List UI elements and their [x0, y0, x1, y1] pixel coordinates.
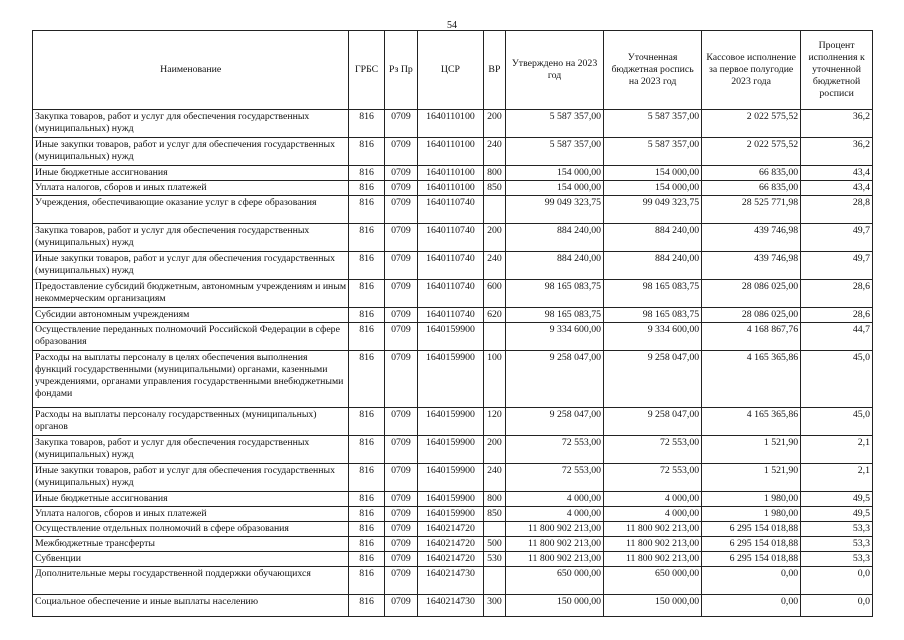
cell-grbs: 816 — [349, 492, 384, 507]
cell-grbs: 816 — [349, 308, 384, 323]
cell-cash: 6 295 154 018,88 — [702, 552, 801, 567]
header-grbs: ГРБС — [349, 31, 384, 110]
cell-refined: 72 553,00 — [604, 464, 702, 492]
cell-approved: 9 258 047,00 — [506, 351, 604, 408]
cell-csr: 1640110100 — [418, 138, 484, 166]
table-row — [33, 507, 873, 522]
cell-refined: 154 000,00 — [604, 181, 702, 196]
cell-vr: 300 — [483, 595, 505, 617]
cell-grbs: 816 — [349, 552, 384, 567]
cell-name: Субсидии автономным учреждениям — [33, 308, 349, 323]
table-row — [33, 224, 873, 252]
cell-refined: 150 000,00 — [604, 595, 702, 617]
cell-approved: 5 587 357,00 — [506, 138, 604, 166]
table-row — [33, 280, 873, 308]
header-name: Наименование — [33, 31, 349, 110]
cell-name: Иные бюджетные ассигнования — [33, 166, 349, 181]
cell-vr: 120 — [483, 408, 505, 436]
cell-rzpr: 0709 — [384, 138, 417, 166]
cell-rzpr: 0709 — [384, 181, 417, 196]
cell-vr: 600 — [483, 280, 505, 308]
cell-percent: 28,6 — [801, 308, 873, 323]
table-row — [33, 138, 873, 166]
cell-approved: 72 553,00 — [506, 464, 604, 492]
cell-vr: 800 — [483, 492, 505, 507]
cell-refined: 11 800 902 213,00 — [604, 537, 702, 552]
cell-grbs: 816 — [349, 323, 384, 351]
cell-name: Осуществление отдельных полномочий в сфере образования — [33, 522, 349, 537]
cell-approved: 154 000,00 — [506, 166, 604, 181]
cell-name: Субвенции — [33, 552, 349, 567]
cell-percent: 53,3 — [801, 522, 873, 537]
cell-vr: 850 — [483, 181, 505, 196]
table-row — [33, 567, 873, 595]
cell-csr: 1640159900 — [418, 351, 484, 408]
cell-cash: 439 746,98 — [702, 224, 801, 252]
cell-cash: 0,00 — [702, 595, 801, 617]
cell-approved: 98 165 083,75 — [506, 308, 604, 323]
cell-name: Расходы на выплаты персоналу государственных (муниципальных) органов — [33, 408, 349, 436]
cell-cash: 439 746,98 — [702, 252, 801, 280]
cell-grbs: 816 — [349, 464, 384, 492]
cell-approved: 650 000,00 — [506, 567, 604, 595]
cell-approved: 72 553,00 — [506, 436, 604, 464]
cell-grbs: 816 — [349, 537, 384, 552]
cell-approved: 11 800 902 213,00 — [506, 537, 604, 552]
cell-grbs: 816 — [349, 181, 384, 196]
cell-vr: 240 — [483, 464, 505, 492]
cell-refined: 11 800 902 213,00 — [604, 552, 702, 567]
cell-percent: 49,7 — [801, 224, 873, 252]
header-refined: Уточненная бюджетная роспись на 2023 год — [604, 31, 702, 110]
cell-name: Иные закупки товаров, работ и услуг для обеспечения государственных (муниципальных) нужд — [33, 464, 349, 492]
cell-csr: 1640214720 — [418, 537, 484, 552]
table-row — [33, 436, 873, 464]
cell-cash: 4 165 365,86 — [702, 351, 801, 408]
cell-grbs: 816 — [349, 166, 384, 181]
cell-grbs: 816 — [349, 138, 384, 166]
cell-rzpr: 0709 — [384, 196, 417, 224]
cell-cash: 28 525 771,98 — [702, 196, 801, 224]
cell-csr: 1640110100 — [418, 166, 484, 181]
cell-cash: 1 980,00 — [702, 507, 801, 522]
cell-name: Иные закупки товаров, работ и услуг для обеспечения государственных (муниципальных) нужд — [33, 252, 349, 280]
cell-rzpr: 0709 — [384, 323, 417, 351]
cell-approved: 99 049 323,75 — [506, 196, 604, 224]
cell-grbs: 816 — [349, 196, 384, 224]
cell-csr: 1640214730 — [418, 595, 484, 617]
cell-refined: 98 165 083,75 — [604, 308, 702, 323]
cell-percent: 28,6 — [801, 280, 873, 308]
cell-approved: 4 000,00 — [506, 507, 604, 522]
cell-percent: 53,3 — [801, 537, 873, 552]
cell-cash: 6 295 154 018,88 — [702, 522, 801, 537]
cell-cash: 66 835,00 — [702, 166, 801, 181]
cell-cash: 4 165 365,86 — [702, 408, 801, 436]
table-row — [33, 492, 873, 507]
cell-refined: 884 240,00 — [604, 252, 702, 280]
cell-refined: 4 000,00 — [604, 492, 702, 507]
cell-vr: 530 — [483, 552, 505, 567]
cell-name: Учреждения, обеспечивающие оказание услуг в сфере образования — [33, 196, 349, 224]
cell-refined: 884 240,00 — [604, 224, 702, 252]
cell-csr: 1640110740 — [418, 224, 484, 252]
cell-csr: 1640159900 — [418, 436, 484, 464]
cell-csr: 1640110740 — [418, 280, 484, 308]
cell-percent: 0,0 — [801, 595, 873, 617]
cell-refined: 650 000,00 — [604, 567, 702, 595]
cell-vr — [483, 196, 505, 224]
cell-rzpr: 0709 — [384, 507, 417, 522]
cell-vr: 240 — [483, 252, 505, 280]
cell-percent: 53,3 — [801, 552, 873, 567]
cell-rzpr: 0709 — [384, 595, 417, 617]
cell-percent: 44,7 — [801, 323, 873, 351]
cell-name: Закупка товаров, работ и услуг для обеспечения государственных (муниципальных) нужд — [33, 436, 349, 464]
cell-cash: 66 835,00 — [702, 181, 801, 196]
cell-vr — [483, 323, 505, 351]
cell-cash: 28 086 025,00 — [702, 308, 801, 323]
cell-grbs: 816 — [349, 436, 384, 464]
cell-name: Дополнительные меры государственной поддержки обучающихся — [33, 567, 349, 595]
header-rzpr: Рз Пр — [384, 31, 417, 110]
cell-refined: 9 258 047,00 — [604, 351, 702, 408]
cell-name: Закупка товаров, работ и услуг для обеспечения государственных (муниципальных) нужд — [33, 110, 349, 138]
cell-rzpr: 0709 — [384, 464, 417, 492]
cell-rzpr: 0709 — [384, 351, 417, 408]
cell-approved: 5 587 357,00 — [506, 110, 604, 138]
cell-rzpr: 0709 — [384, 308, 417, 323]
cell-name: Уплата налогов, сборов и иных платежей — [33, 181, 349, 196]
table-row — [33, 408, 873, 436]
cell-percent: 36,2 — [801, 138, 873, 166]
cell-csr: 1640214720 — [418, 522, 484, 537]
table-row — [33, 464, 873, 492]
budget-execution-table — [32, 30, 873, 617]
cell-cash: 1 521,90 — [702, 436, 801, 464]
cell-grbs: 816 — [349, 280, 384, 308]
cell-grbs: 816 — [349, 252, 384, 280]
cell-rzpr: 0709 — [384, 408, 417, 436]
cell-grbs: 816 — [349, 507, 384, 522]
header-cash: Кассовое исполнение за первое полугодие 2023 года — [702, 31, 801, 110]
cell-approved: 9 258 047,00 — [506, 408, 604, 436]
table-header-row — [33, 31, 873, 110]
table-row — [33, 181, 873, 196]
cell-rzpr: 0709 — [384, 552, 417, 567]
table-row — [33, 196, 873, 224]
cell-csr: 1640110100 — [418, 181, 484, 196]
table-row — [33, 166, 873, 181]
cell-approved: 154 000,00 — [506, 181, 604, 196]
cell-approved: 9 334 600,00 — [506, 323, 604, 351]
cell-csr: 1640110740 — [418, 252, 484, 280]
cell-grbs: 816 — [349, 408, 384, 436]
cell-refined: 5 587 357,00 — [604, 110, 702, 138]
cell-csr: 1640214720 — [418, 552, 484, 567]
cell-refined: 9 334 600,00 — [604, 323, 702, 351]
cell-rzpr: 0709 — [384, 110, 417, 138]
cell-vr: 500 — [483, 537, 505, 552]
table-row — [33, 537, 873, 552]
cell-cash: 2 022 575,52 — [702, 138, 801, 166]
cell-percent: 36,2 — [801, 110, 873, 138]
cell-csr: 1640110740 — [418, 196, 484, 224]
cell-rzpr: 0709 — [384, 492, 417, 507]
cell-cash: 6 295 154 018,88 — [702, 537, 801, 552]
cell-csr: 1640110740 — [418, 308, 484, 323]
cell-refined: 5 587 357,00 — [604, 138, 702, 166]
cell-rzpr: 0709 — [384, 224, 417, 252]
cell-refined: 99 049 323,75 — [604, 196, 702, 224]
header-vr: ВР — [483, 31, 505, 110]
cell-vr: 620 — [483, 308, 505, 323]
header-csr: ЦСР — [418, 31, 484, 110]
cell-grbs: 816 — [349, 351, 384, 408]
cell-csr: 1640159900 — [418, 492, 484, 507]
cell-refined: 154 000,00 — [604, 166, 702, 181]
table-row — [33, 110, 873, 138]
cell-approved: 4 000,00 — [506, 492, 604, 507]
cell-name: Закупка товаров, работ и услуг для обеспечения государственных (муниципальных) нужд — [33, 224, 349, 252]
cell-name: Уплата налогов, сборов и иных платежей — [33, 507, 349, 522]
cell-approved: 11 800 902 213,00 — [506, 552, 604, 567]
table-row — [33, 522, 873, 537]
cell-name: Предоставление субсидий бюджетным, автономным учреждениям и иным некоммерческим организациям — [33, 280, 349, 308]
cell-name: Социальное обеспечение и иные выплаты населению — [33, 595, 349, 617]
cell-percent: 43,4 — [801, 181, 873, 196]
cell-percent: 49,7 — [801, 252, 873, 280]
table-row — [33, 351, 873, 408]
cell-vr — [483, 522, 505, 537]
cell-refined: 4 000,00 — [604, 507, 702, 522]
cell-cash: 0,00 — [702, 567, 801, 595]
cell-approved: 98 165 083,75 — [506, 280, 604, 308]
table-row — [33, 595, 873, 617]
cell-csr: 1640159900 — [418, 323, 484, 351]
cell-percent: 49,5 — [801, 492, 873, 507]
cell-name: Расходы на выплаты персоналу в целях обеспечения выполнения функций государственными (муниципальными) органами, казенными учреждениями, органами управления государственными внебюджетными фондами — [33, 351, 349, 408]
cell-refined: 98 165 083,75 — [604, 280, 702, 308]
cell-percent: 49,5 — [801, 507, 873, 522]
cell-vr: 100 — [483, 351, 505, 408]
cell-rzpr: 0709 — [384, 567, 417, 595]
cell-name: Иные закупки товаров, работ и услуг для обеспечения государственных (муниципальных) нужд — [33, 138, 349, 166]
cell-rzpr: 0709 — [384, 252, 417, 280]
cell-cash: 28 086 025,00 — [702, 280, 801, 308]
cell-rzpr: 0709 — [384, 166, 417, 181]
cell-approved: 884 240,00 — [506, 224, 604, 252]
cell-vr: 850 — [483, 507, 505, 522]
page-number: 54 — [447, 20, 457, 31]
cell-percent: 28,8 — [801, 196, 873, 224]
cell-rzpr: 0709 — [384, 436, 417, 464]
table-row — [33, 252, 873, 280]
cell-cash: 1 980,00 — [702, 492, 801, 507]
cell-csr: 1640159900 — [418, 408, 484, 436]
header-approved: Утверждено на 2023 год — [506, 31, 604, 110]
cell-refined: 11 800 902 213,00 — [604, 522, 702, 537]
cell-approved: 150 000,00 — [506, 595, 604, 617]
cell-vr: 200 — [483, 436, 505, 464]
cell-vr: 800 — [483, 166, 505, 181]
cell-rzpr: 0709 — [384, 522, 417, 537]
cell-vr: 200 — [483, 224, 505, 252]
cell-name: Иные бюджетные ассигнования — [33, 492, 349, 507]
cell-vr: 200 — [483, 110, 505, 138]
cell-approved: 884 240,00 — [506, 252, 604, 280]
cell-csr: 1640159900 — [418, 507, 484, 522]
cell-cash: 2 022 575,52 — [702, 110, 801, 138]
cell-cash: 4 168 867,76 — [702, 323, 801, 351]
cell-approved: 11 800 902 213,00 — [506, 522, 604, 537]
cell-percent: 2,1 — [801, 464, 873, 492]
cell-percent: 0,0 — [801, 567, 873, 595]
cell-grbs: 816 — [349, 567, 384, 595]
cell-grbs: 816 — [349, 595, 384, 617]
table-row — [33, 552, 873, 567]
cell-percent: 43,4 — [801, 166, 873, 181]
cell-rzpr: 0709 — [384, 537, 417, 552]
cell-cash: 1 521,90 — [702, 464, 801, 492]
cell-csr: 1640110100 — [418, 110, 484, 138]
header-percent: Процент исполнения к уточненной бюджетной росписи — [801, 31, 873, 110]
table-row — [33, 308, 873, 323]
cell-percent: 45,0 — [801, 408, 873, 436]
cell-percent: 45,0 — [801, 351, 873, 408]
table-row — [33, 323, 873, 351]
cell-csr: 1640159900 — [418, 464, 484, 492]
cell-grbs: 816 — [349, 522, 384, 537]
cell-grbs: 816 — [349, 110, 384, 138]
cell-rzpr: 0709 — [384, 280, 417, 308]
cell-refined: 9 258 047,00 — [604, 408, 702, 436]
cell-vr — [483, 567, 505, 595]
cell-name: Осуществление переданных полномочий Российской Федерации в сфере образования — [33, 323, 349, 351]
cell-csr: 1640214730 — [418, 567, 484, 595]
cell-name: Межбюджетные трансферты — [33, 537, 349, 552]
cell-refined: 72 553,00 — [604, 436, 702, 464]
cell-percent: 2,1 — [801, 436, 873, 464]
cell-vr: 240 — [483, 138, 505, 166]
cell-grbs: 816 — [349, 224, 384, 252]
